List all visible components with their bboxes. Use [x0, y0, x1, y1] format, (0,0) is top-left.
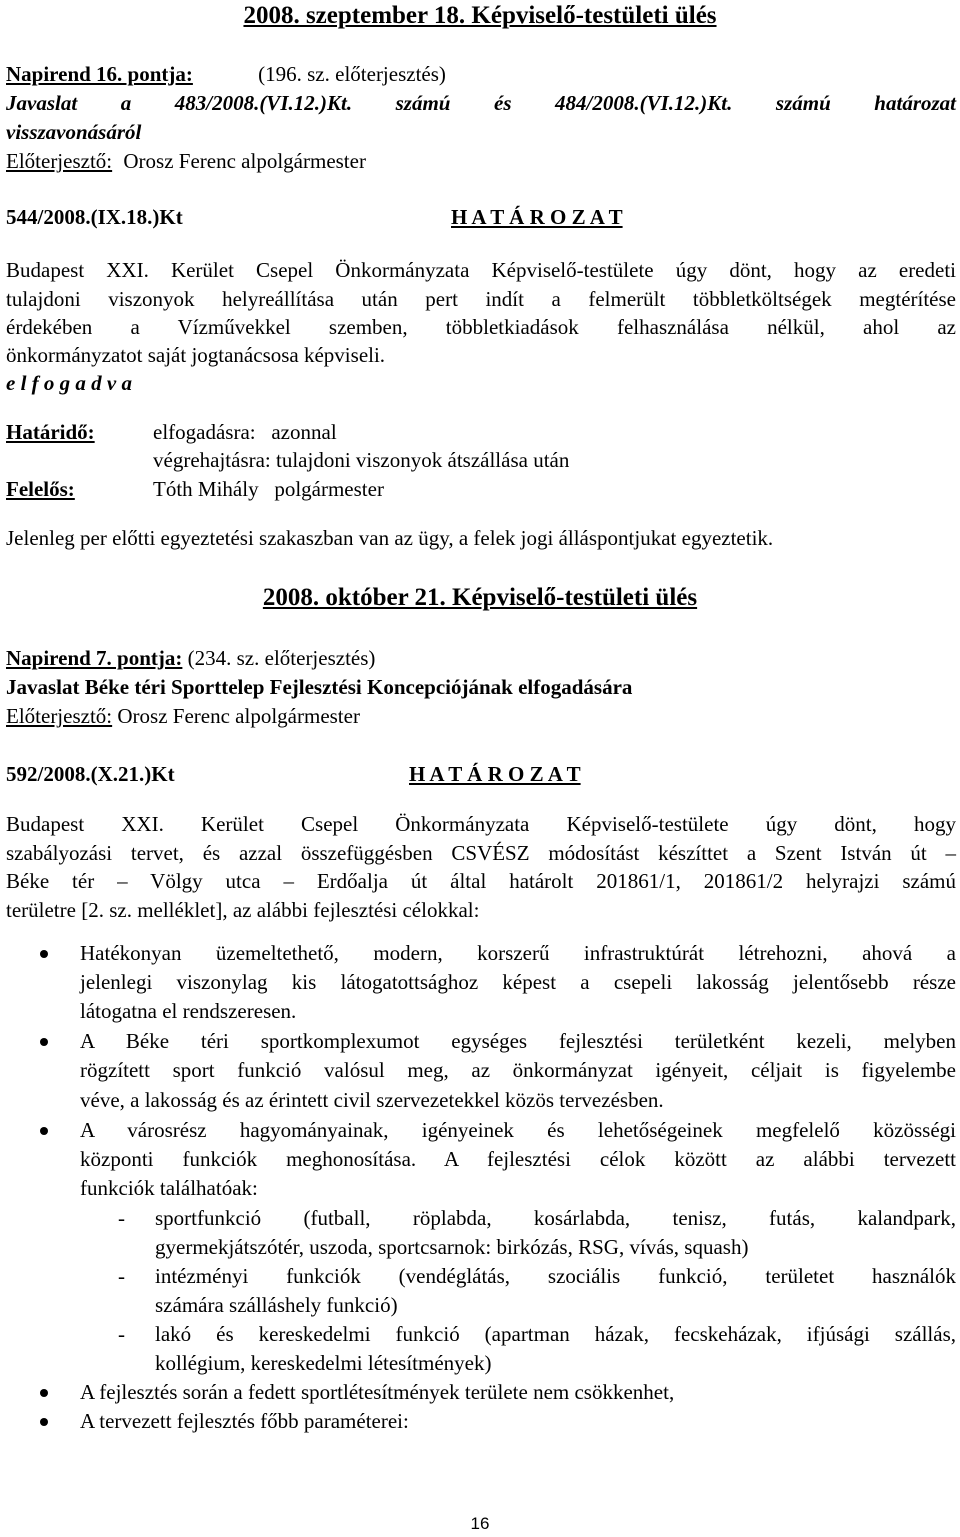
sub-item-dash: - [118, 1322, 125, 1346]
body-line: szabályozási tervet, és azzal összefüggésben CSVÉSZ módosítást készíttet a Szent István út – [6, 841, 956, 865]
deadline-label: Határidő: [6, 420, 95, 444]
page-number: 16 [470, 1514, 490, 1533]
resolution-number-1: 544/2008.(IX.18.)Kt [6, 205, 183, 229]
sub-item-line: lakó és kereskedelmi funkció (apartman házak, fecskeházak, ifjúsági szállás, [155, 1322, 956, 1346]
bullet-icon [40, 1418, 48, 1426]
agenda-title-line-2: visszavonásáról [6, 120, 142, 144]
bullet-line: véve, a lakosság és az érintett civil szervezetekkel közös tervezésben. [80, 1088, 664, 1112]
sub-item-line: sportfunkció (futball, röplabda, kosárlabda, tenisz, futás, kalandpark, [155, 1206, 956, 1230]
responsible-person: Tóth Mihály polgármester [153, 477, 384, 501]
deadline-execution: végrehajtásra: tulajdoni viszonyok átszállása után [153, 448, 570, 472]
resolution-word-2: H A T Á R O Z A T [409, 762, 581, 786]
bullet-icon [40, 950, 48, 958]
body-line: önkormányzatot saját jogtanácsosa képviseli. [6, 343, 386, 367]
body-line: Budapest XXI. Kerület Csepel Önkormányzata Képviselő-testülete úgy dönt, hogy az eredeti [6, 258, 956, 282]
agenda-ref-1: (196. sz. előterjesztés) [258, 62, 446, 86]
body-line: tulajdoni viszonyok helyreállítása után pert indít a felmerült többletköltségek megtérítése [6, 287, 956, 311]
resolution-number-2: 592/2008.(X.21.)Kt [6, 762, 175, 786]
sub-item-dash: - [118, 1264, 125, 1288]
agenda-title-line-1: Javaslat a 483/2008.(VI.12.)Kt. számú és 484/2008.(VI.12.)Kt. számú határozat [6, 91, 956, 115]
presenter-2: Orosz Ferenc alpolgármester [117, 704, 360, 728]
bullet-line: jelenlegi viszonylag kis látogatottsághoz képest a csepeli lakosság jelentősebb része [80, 970, 956, 994]
body-line: érdekében a Vízművekkel szemben, többletkiadások felhasználása nélkül, ahol az [6, 315, 956, 339]
bullet-line: látogatna el rendszeresen. [80, 999, 297, 1023]
presenter-1: Orosz Ferenc alpolgármester [123, 149, 366, 173]
resolution-word-1: H A T Á R O Z A T [451, 205, 623, 229]
meeting-heading-1: 2008. szeptember 18. Képviselő-testületi ülés [243, 2, 717, 29]
presenter-label-2: Előterjesztő: [6, 704, 113, 728]
body-line: Béke tér – Völgy utca – Erdőalja út által határolt 201861/1, 201861/2 helyrajzi számú [6, 869, 956, 893]
bullet-line: A fejlesztés során a fedett sportlétesítmények területe nem csökkenhet, [80, 1380, 675, 1404]
sub-item-line: gyermekjátszótér, uszoda, sportcsarnok: birkózás, RSG, vívás, squash) [155, 1235, 749, 1259]
meeting-heading-2: 2008. október 21. Képviselő-testületi ülés [262, 584, 698, 611]
accepted-label: e l f o g a d v a [6, 371, 132, 395]
bullet-line: Hatékonyan üzemeltethető, modern, korszerű infrastruktúrát létrehozni, ahová a [80, 941, 956, 965]
bullet-icon [40, 1127, 48, 1135]
agenda-ref-2: (234. sz. előterjesztés) [187, 646, 376, 670]
body-line: Budapest XXI. Kerület Csepel Önkormányzata Képviselő-testülete úgy dönt, hogy [6, 812, 956, 836]
bullet-line: A városrész hagyományainak, igényeinek és lehetőségeinek megfelelő közösségi [80, 1118, 956, 1142]
bullet-icon [40, 1389, 48, 1397]
presenter-label-1: Előterjesztő: [6, 149, 113, 173]
sub-item-line: számára szálláshely funkció) [155, 1293, 398, 1317]
bullet-line: központi funkciók meghonosítása. A fejlesztési célok között az alábbi tervezett [80, 1147, 956, 1171]
bullet-icon [40, 1038, 48, 1046]
bullet-line: funkciók találhatóak: [80, 1176, 258, 1200]
sub-item-line: intézményi funkciók (vendéglátás, szociális funkció, területet használók [155, 1264, 956, 1288]
agenda-title-2: Javaslat Béke téri Sporttelep Fejlesztési Koncepciójának elfogadására [6, 675, 633, 699]
sub-item-dash: - [118, 1206, 125, 1230]
responsible-label: Felelős: [6, 477, 75, 501]
bullet-line: A Béke téri sportkomplexumot egységes fejlesztési területként kezeli, melyben [80, 1029, 956, 1053]
sub-item-line: kollégium, kereskedelmi létesítmények) [155, 1351, 492, 1375]
bullet-line: rögzített sport funkció valósul meg, az önkormányzat igényeit, céljait is figyelembe [80, 1058, 956, 1082]
agenda-label-1: Napirend 16. pontja: [6, 62, 193, 86]
body-line: területre [2. sz. melléklet], az alábbi fejlesztési célokkal: [6, 898, 480, 922]
deadline-immediate: elfogadásra: azonnal [153, 420, 337, 444]
agenda-label-2: Napirend 7. pontja: [6, 646, 183, 670]
bullet-line: A tervezett fejlesztés főbb paraméterei: [80, 1409, 409, 1433]
status-note: Jelenleg per előtti egyeztetési szakaszban van az ügy, a felek jogi álláspontjukat egyeztetik. [6, 526, 774, 550]
